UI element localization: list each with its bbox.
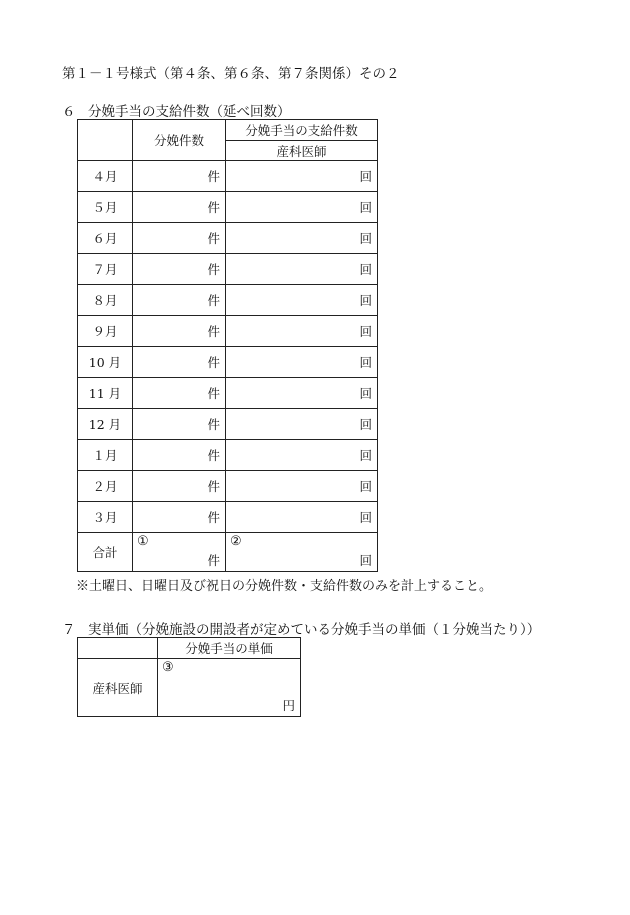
unit-kai: 回 xyxy=(359,262,372,277)
month-label: ５月 xyxy=(78,192,133,223)
unit-ken: 件 xyxy=(207,448,220,463)
total-delivery-cell[interactable] xyxy=(133,533,226,572)
unit-price-table xyxy=(77,637,301,717)
allowance-count-cell[interactable] xyxy=(226,471,378,502)
total-allowance-cell[interactable] xyxy=(226,533,378,572)
allowance-count-cell[interactable] xyxy=(226,409,378,440)
month-label: ７月 xyxy=(78,254,133,285)
delivery-count-cell[interactable] xyxy=(133,471,226,502)
section6-title: 分娩手当の支給件数（延べ回数） xyxy=(88,104,291,120)
month-row xyxy=(78,316,378,347)
unit-price-cell[interactable] xyxy=(158,659,301,717)
delivery-count-cell[interactable] xyxy=(133,254,226,285)
month-row xyxy=(78,285,378,316)
section7-title: 実単価（分娩施設の開設者が定めている分娩手当の単価（１分娩当たり）） xyxy=(88,622,541,638)
month-row xyxy=(78,223,378,254)
month-label: １月 xyxy=(78,440,133,471)
unit-yen: 円 xyxy=(282,698,295,713)
allowance-count-cell[interactable] xyxy=(226,347,378,378)
section6-number: ６ xyxy=(62,104,76,120)
allowance-count-cell[interactable] xyxy=(226,161,378,192)
unit-ken: 件 xyxy=(207,510,220,525)
month-row xyxy=(78,440,378,471)
allowance-count-cell[interactable] xyxy=(226,192,378,223)
allowance-count-cell[interactable] xyxy=(226,316,378,347)
unit-kai: 回 xyxy=(359,386,372,401)
unit-kai: 回 xyxy=(359,510,372,525)
unit-ken: 件 xyxy=(207,231,220,246)
month-label: ９月 xyxy=(78,316,133,347)
delivery-count-cell[interactable] xyxy=(133,409,226,440)
total-label: 合計 xyxy=(78,533,133,572)
header-blank xyxy=(78,638,158,659)
unit-kai: 回 xyxy=(359,479,372,494)
header-allowance-count: 分娩手当の支給件数 xyxy=(226,120,378,141)
delivery-count-cell[interactable] xyxy=(133,161,226,192)
header-delivery-count: 分娩件数 xyxy=(133,120,226,161)
allowance-count-cell[interactable] xyxy=(226,440,378,471)
row-label-obstetrician: 産科医師 xyxy=(78,659,158,717)
month-label: ６月 xyxy=(78,223,133,254)
delivery-count-cell[interactable] xyxy=(133,347,226,378)
month-row xyxy=(78,161,378,192)
month-label: 12 月 xyxy=(78,409,133,440)
unit-kai: 回 xyxy=(359,169,372,184)
delivery-count-cell[interactable] xyxy=(133,285,226,316)
allowance-count-cell[interactable] xyxy=(226,285,378,316)
unit-ken: 件 xyxy=(207,417,220,432)
allowance-count-cell[interactable] xyxy=(226,378,378,409)
header-unit-price: 分娩手当の単価 xyxy=(158,638,301,659)
circled-1: ① xyxy=(137,534,149,549)
month-label: ８月 xyxy=(78,285,133,316)
unit-ken: 件 xyxy=(207,386,220,401)
unit-kai: 回 xyxy=(359,293,372,308)
section7-number: ７ xyxy=(62,622,76,638)
month-row xyxy=(78,378,378,409)
unit-ken: 件 xyxy=(207,200,220,215)
unit-kai: 回 xyxy=(359,231,372,246)
month-label: 11 月 xyxy=(78,378,133,409)
header-obstetrician: 産科医師 xyxy=(226,141,378,161)
unit-ken: 件 xyxy=(207,355,220,370)
month-row xyxy=(78,502,378,533)
unit-ken: 件 xyxy=(207,293,220,308)
form-title: 第１－１号様式（第４条、第６条、第７条関係）その２ xyxy=(62,66,400,82)
month-label: ３月 xyxy=(78,502,133,533)
delivery-count-cell[interactable] xyxy=(133,440,226,471)
unit-kai: 回 xyxy=(359,200,372,215)
unit-ken: 件 xyxy=(207,479,220,494)
allowance-count-cell[interactable] xyxy=(226,254,378,285)
month-row xyxy=(78,347,378,378)
unit-kai: 回 xyxy=(359,355,372,370)
delivery-count-cell[interactable] xyxy=(133,316,226,347)
delivery-count-cell[interactable] xyxy=(133,223,226,254)
unit-ken: 件 xyxy=(207,262,220,277)
allowance-count-cell[interactable] xyxy=(226,223,378,254)
unit-kai: 回 xyxy=(359,553,372,568)
total-row xyxy=(78,533,378,572)
delivery-count-cell[interactable] xyxy=(133,378,226,409)
note: ※土曜日、日曜日及び祝日の分娩件数・支給件数のみを計上すること。 xyxy=(76,579,493,594)
month-label: 10 月 xyxy=(78,347,133,378)
unit-kai: 回 xyxy=(359,324,372,339)
unit-ken: 件 xyxy=(207,169,220,184)
month-row xyxy=(78,254,378,285)
section7-heading xyxy=(62,618,540,638)
header-blank xyxy=(78,120,133,161)
delivery-count-table xyxy=(77,119,378,572)
month-label: ４月 xyxy=(78,161,133,192)
circled-3: ③ xyxy=(162,660,174,675)
delivery-count-cell[interactable] xyxy=(133,502,226,533)
section6-heading xyxy=(62,100,291,120)
month-row xyxy=(78,192,378,223)
month-row xyxy=(78,409,378,440)
delivery-count-cell[interactable] xyxy=(133,192,226,223)
unit-kai: 回 xyxy=(359,448,372,463)
month-row xyxy=(78,471,378,502)
unit-ken: 件 xyxy=(207,324,220,339)
month-label: ２月 xyxy=(78,471,133,502)
allowance-count-cell[interactable] xyxy=(226,502,378,533)
unit-ken: 件 xyxy=(207,553,220,568)
circled-2: ② xyxy=(230,534,242,549)
unit-kai: 回 xyxy=(359,417,372,432)
